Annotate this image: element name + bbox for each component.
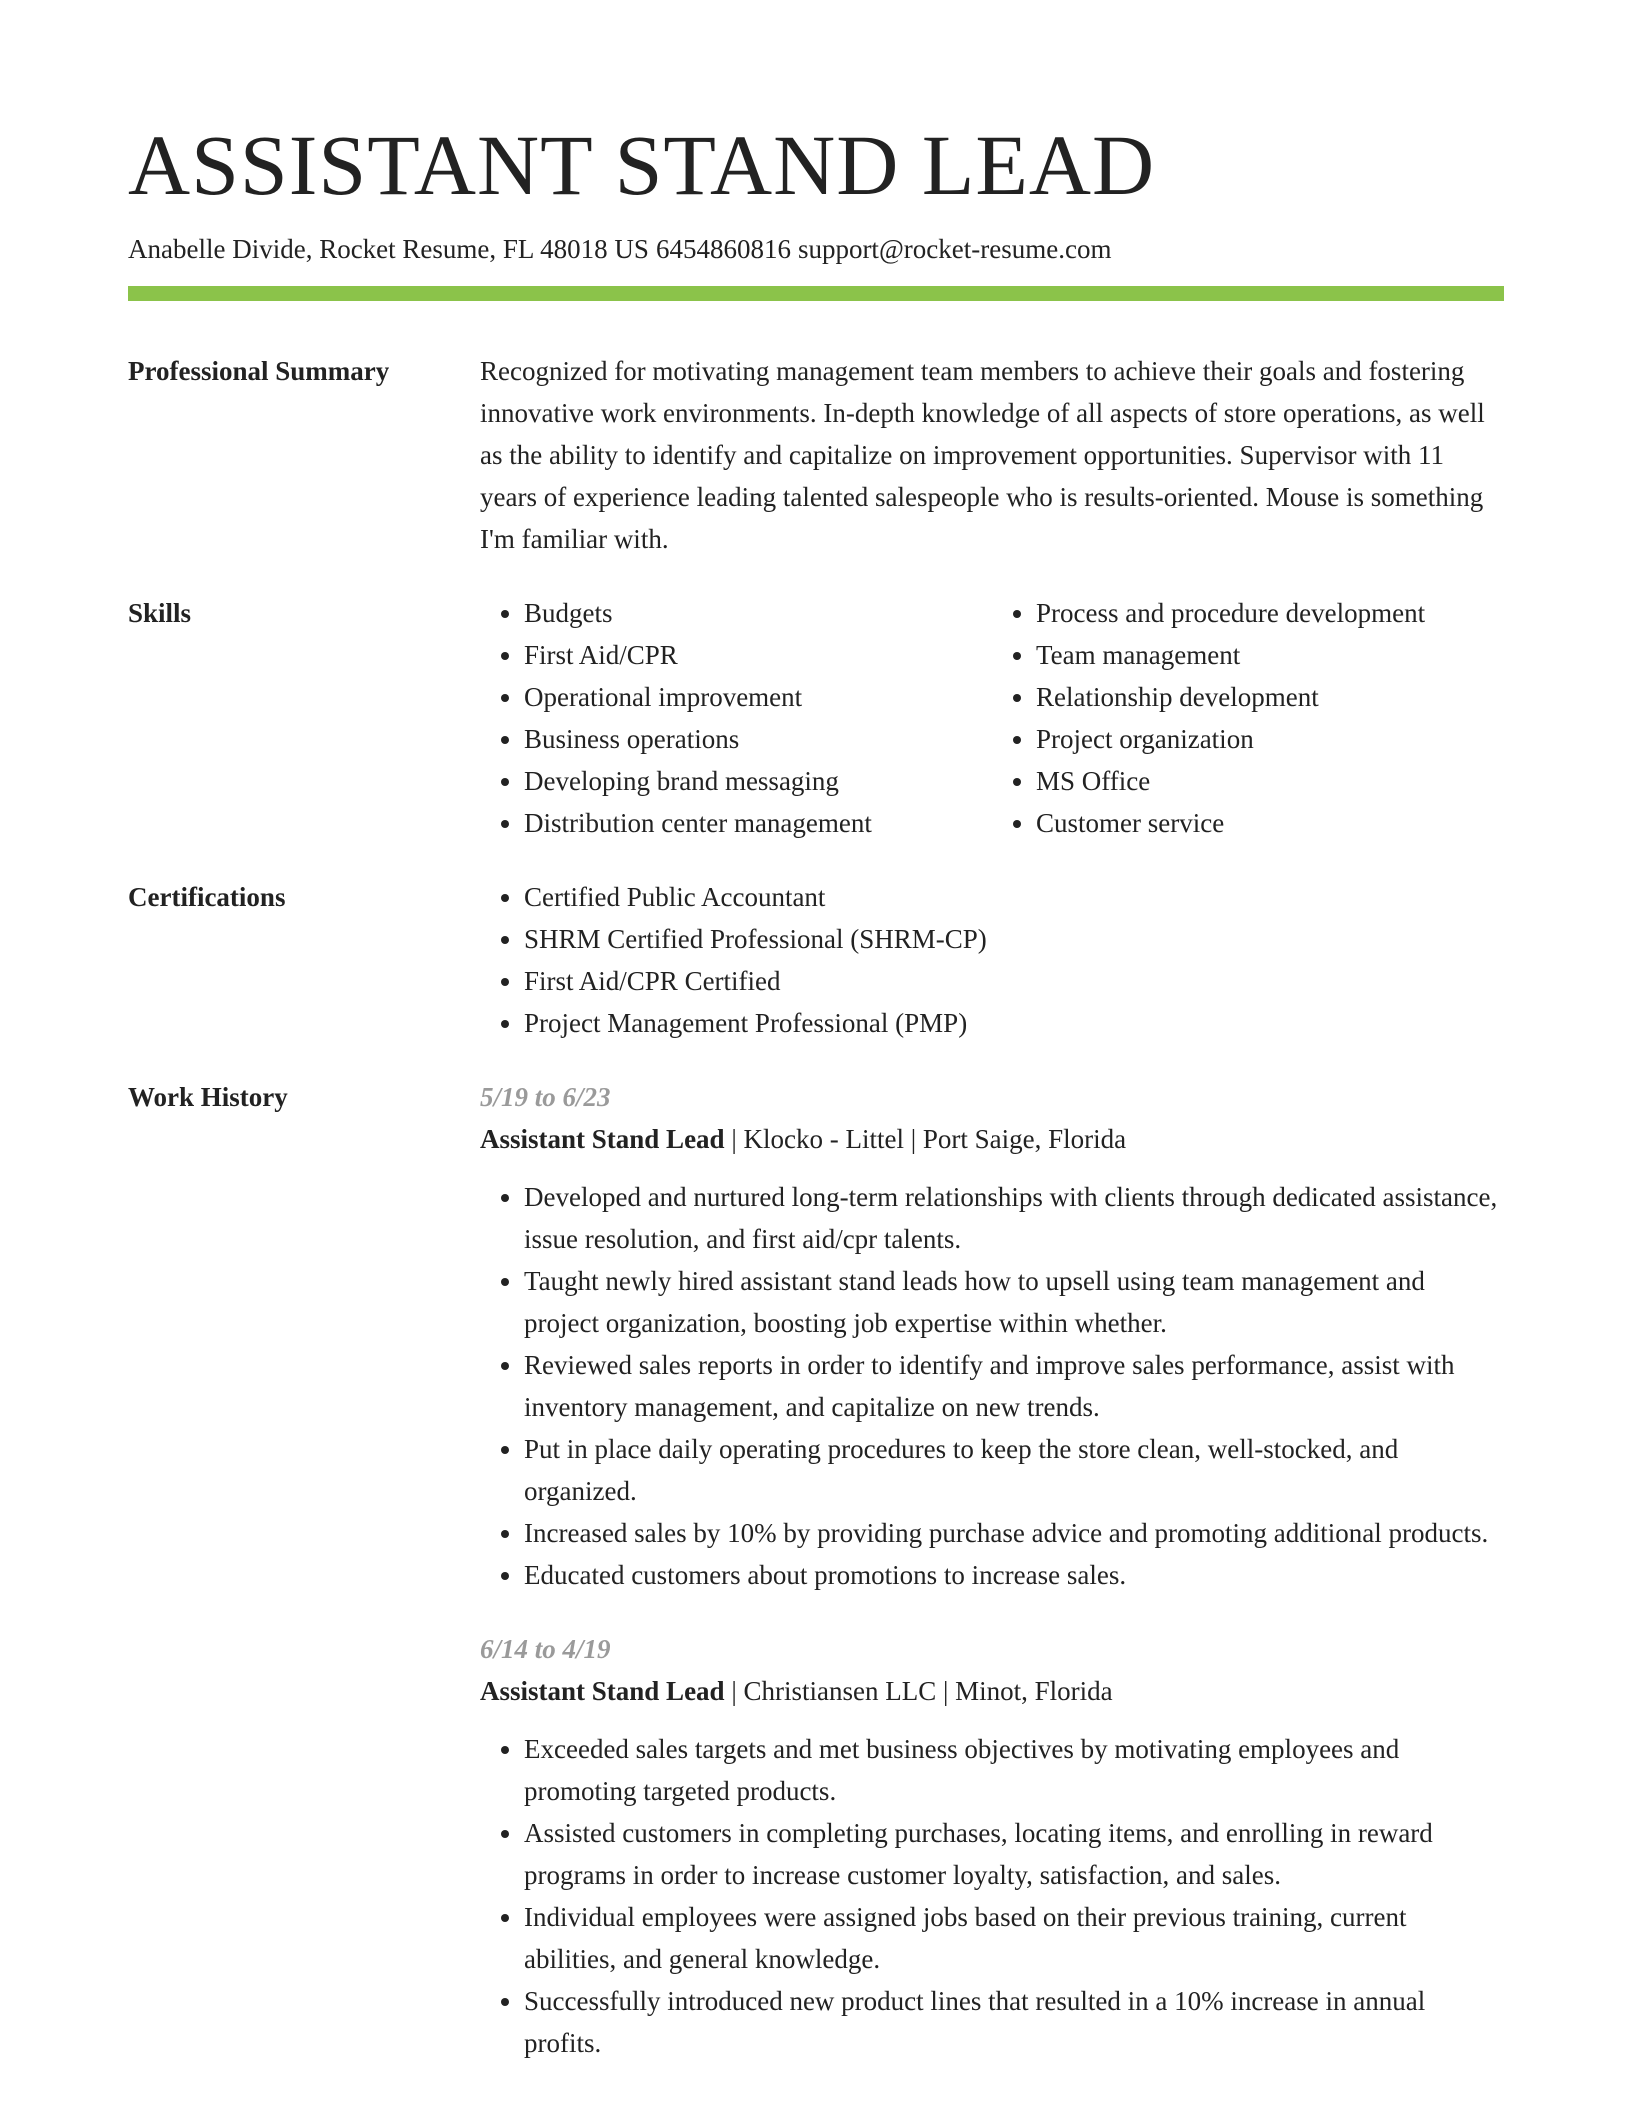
job-heading	[480, 1118, 1504, 1160]
skill-item: • Team management	[1036, 634, 1504, 676]
section-work-history	[128, 1076, 1504, 2096]
section-title-certifications: Certifications	[128, 882, 286, 912]
job-title: Assistant Stand Lead	[480, 1676, 725, 1706]
certification-item: • Certified Public Accountant	[524, 876, 1504, 918]
skill-item: • MS Office	[1036, 760, 1504, 802]
certification-item: • SHRM Certified Professional (SHRM-CP)	[524, 918, 1504, 960]
job-bullet: • Individual employees were assigned jobs based on their previous training, current abilities, and general knowledge.	[524, 1896, 1504, 1980]
contact-address: Anabelle Divide, Rocket Resume, FL 48018 US	[128, 234, 649, 264]
certification-item: • Project Management Professional (PMP)	[524, 1002, 1504, 1044]
section-title-work-history: Work History	[128, 1082, 288, 1112]
job-bullet: • Reviewed sales reports in order to identify and improve sales performance, assist with inventory management, and capitalize on new trends.	[524, 1344, 1504, 1428]
section-certifications	[128, 876, 1504, 1044]
skill-item: • Developing brand messaging	[524, 760, 992, 802]
skill-item: • Relationship development	[1036, 676, 1504, 718]
work-history-content	[480, 1076, 1504, 2096]
skill-item: • Project organization	[1036, 718, 1504, 760]
skill-item: • Process and procedure development	[1036, 592, 1504, 634]
job-bullet: • Successfully introduced new product lines that resulted in a 10% increase in annual profits.	[524, 1980, 1504, 2064]
accent-divider	[128, 286, 1504, 301]
skill-item: • Operational improvement	[524, 676, 992, 718]
job-bullet: • Increased sales by 10% by providing purchase advice and promoting additional products.	[524, 1512, 1504, 1554]
job-bullet: • Educated customers about promotions to increase sales.	[524, 1554, 1504, 1596]
skill-item: • First Aid/CPR	[524, 634, 992, 676]
job-bullet: • Taught newly hired assistant stand leads how to upsell using team management and project organization, boosting job expertise within whether.	[524, 1260, 1504, 1344]
job-bullet: • Developed and nurtured long-term relationships with clients through dedicated assistance, issue resolution, and first aid/cpr talents.	[524, 1176, 1504, 1260]
contact-line	[128, 232, 1111, 266]
skills-list-left	[480, 592, 992, 844]
skills-content	[480, 592, 1504, 844]
section-title-summary: Professional Summary	[128, 356, 390, 386]
job-dates: 6/14 to 4/19	[480, 1634, 611, 1664]
certifications-content	[480, 876, 1504, 1044]
section-title-skills: Skills	[128, 598, 192, 628]
skill-item: • Business operations	[524, 718, 992, 760]
resume-name-title: ASSISTANT STAND LEAD	[128, 117, 1156, 213]
job-bullet: • Assisted customers in completing purchases, locating items, and enrolling in reward programs in order to increase customer loyalty, satisfaction, and sales.	[524, 1812, 1504, 1896]
certifications-list	[480, 876, 1504, 1044]
certification-item: • First Aid/CPR Certified	[524, 960, 1504, 1002]
job-title: Assistant Stand Lead	[480, 1124, 725, 1154]
job-employer-location: | Christiansen LLC | Minot, Florida	[724, 1676, 1113, 1706]
resume-body	[128, 350, 1504, 2096]
job-employer-location: | Klocko - Littel | Port Saige, Florida	[724, 1124, 1127, 1154]
job-dates: 5/19 to 6/23	[480, 1082, 611, 1112]
job-bullets	[480, 1176, 1504, 1596]
skill-item: • Distribution center management	[524, 802, 992, 844]
skill-item: • Customer service	[1036, 802, 1504, 844]
summary-content	[480, 350, 1504, 560]
section-skills	[128, 592, 1504, 844]
job-bullet: • Exceeded sales targets and met business objectives by motivating employees and promoting targeted products.	[524, 1728, 1504, 1812]
skill-item: • Budgets	[524, 592, 992, 634]
job-bullet: • Put in place daily operating procedures to keep the store clean, well-stocked, and organized.	[524, 1428, 1504, 1512]
contact-phone: 6454860816	[655, 234, 791, 264]
summary-text: Recognized for motivating management team members to achieve their goals and fostering innovative work environments. In-depth knowledge of all aspects of store operations, as well as the ability to identify and capitalize on improvement opportunities. Supervisor with 11 years of experience leading talented salespeople who is results-oriented. Mouse is something I'm familiar with.	[480, 356, 1485, 554]
section-professional-summary	[128, 350, 1504, 560]
job-entry	[480, 1628, 1504, 2064]
contact-email: support@rocket-resume.com	[797, 234, 1112, 264]
job-entry	[480, 1076, 1504, 1596]
job-bullets	[480, 1728, 1504, 2064]
job-heading	[480, 1670, 1504, 1712]
skills-list-right	[992, 592, 1504, 844]
